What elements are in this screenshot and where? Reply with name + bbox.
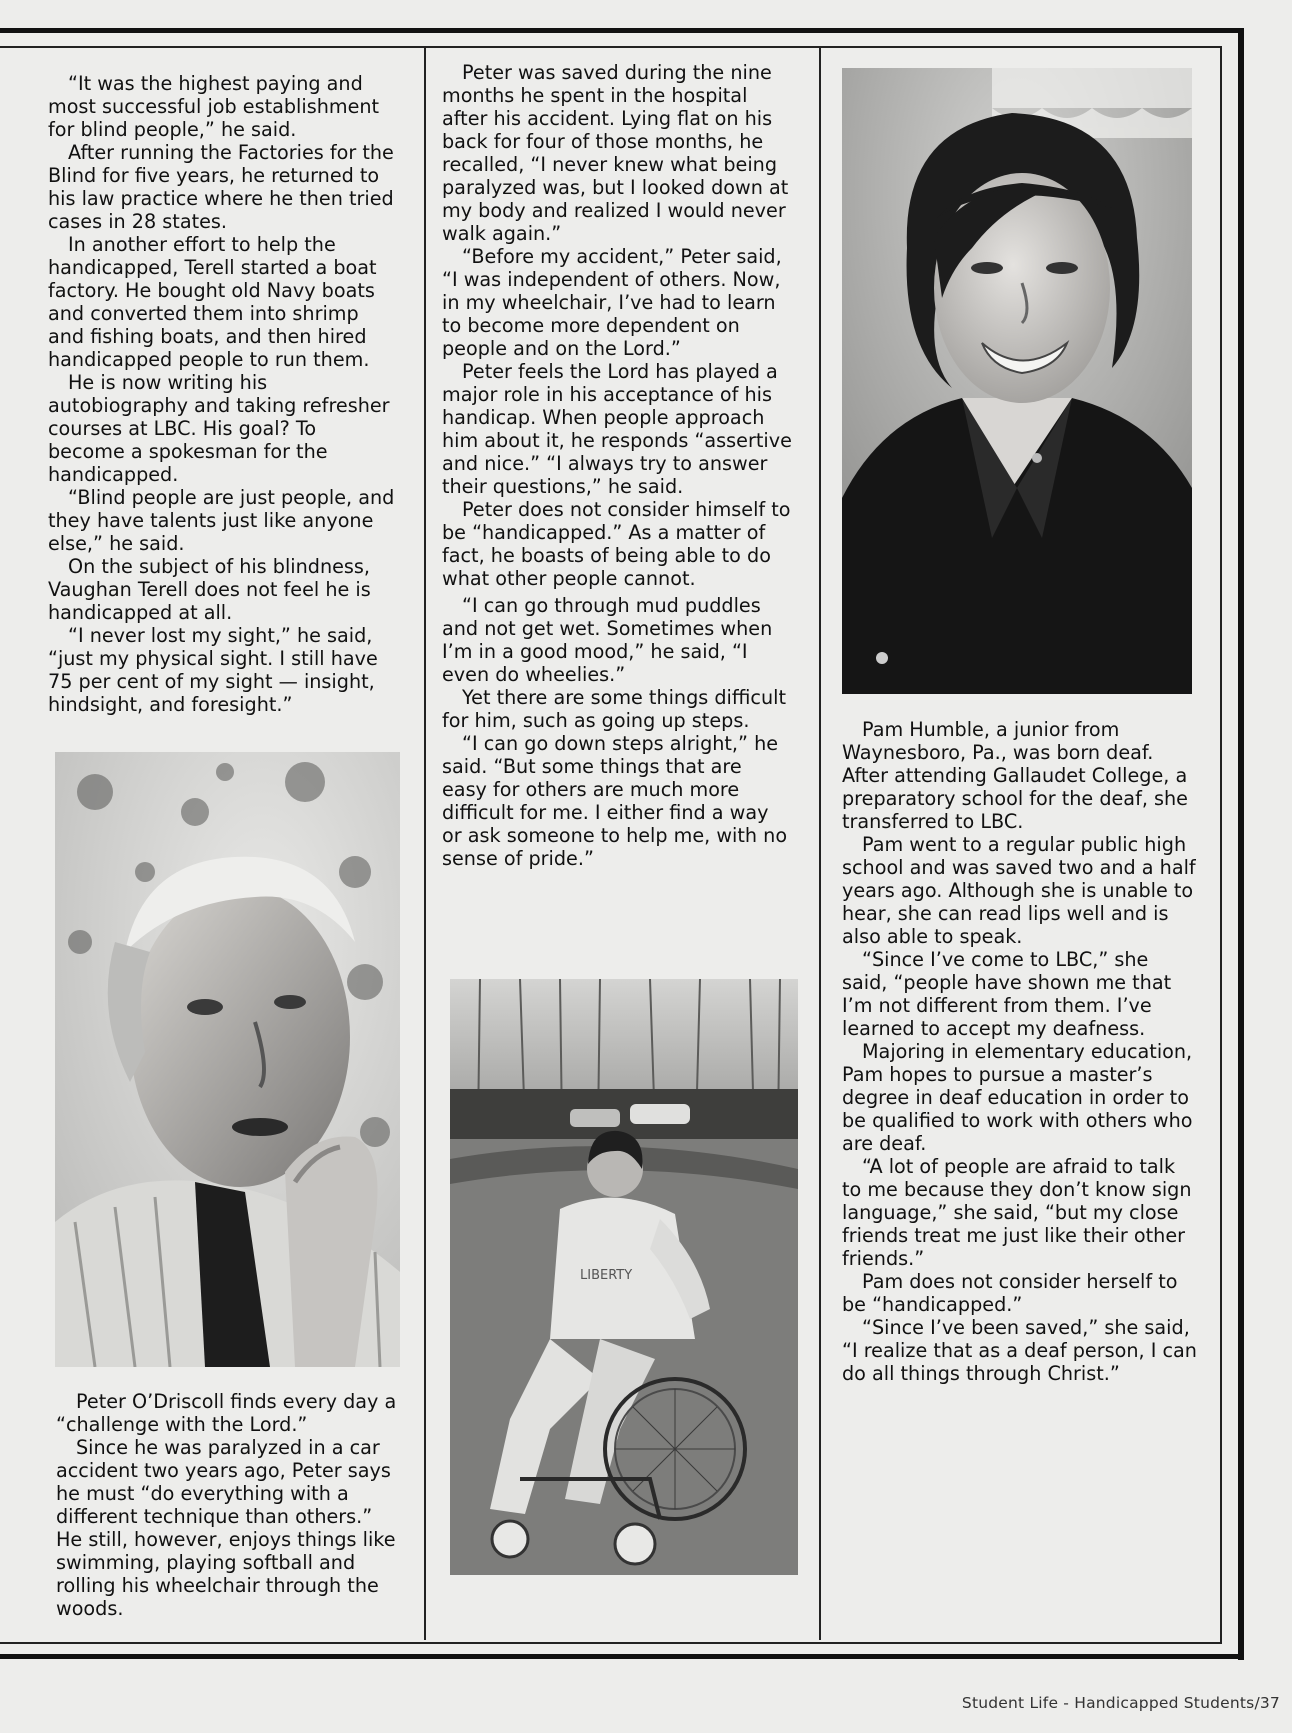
paragraph: Peter does not consider himself to be “handicapped.” As a matter of fact, he boasts of being able to do what other people cannot.: [442, 498, 791, 590]
paragraph: He is now writing his autobiography and taking refresher courses at LBC. His goal? To become a spokesman for the handicapped.: [48, 371, 390, 486]
top-rule: [0, 28, 1244, 33]
paragraph: Pam went to a regular public high school and was saved two and a half years ago. Although she is unable to hear, she can read lips well and is also able to speak.: [842, 833, 1196, 948]
column-3-text: [842, 718, 1197, 1385]
paragraph: Peter was saved during the nine months he spent in the hospital after his accident. Lying flat on his back for four of those months, he recalled, “I never knew what being paralyzed was, but I looked down at my body and realized I would never walk again.”: [442, 61, 789, 245]
wheelchair-image: [450, 979, 798, 1575]
paragraph: “I can go through mud puddles and not get wet. Sometimes when I’m in a good mood,” he said, “I even do wheelies.”: [442, 594, 773, 686]
shirt-text: LIBERTY: [580, 1268, 633, 1283]
portrait-woman-image: [842, 68, 1192, 694]
paragraph: “Since I’ve come to LBC,” she said, “people have shown me that I’m not different from them. I’ve learned to accept my deafness.: [842, 948, 1172, 1040]
photo-pam-humble: [842, 68, 1192, 694]
paragraph: Since he was paralyzed in a car accident two years ago, Peter says he must “do everything with a different technique than others.” He still, however, enjoys things like swimming, playing softball and rolling his wheelchair through the woods.: [56, 1436, 396, 1620]
column-divider-1: [424, 48, 426, 1640]
photo-peter-odriscoll: [55, 752, 400, 1367]
paragraph: After running the Factories for the Blind for five years, he returned to his law practice where he then tried cases in 28 states.: [48, 141, 394, 233]
paragraph: Peter feels the Lord has played a major role in his acceptance of his handicap. When people approach him about it, he responds “assertive and nice.” “I always try to answer their questions,” he said.: [442, 360, 792, 498]
paragraph: “I never lost my sight,” he said, “just my physical sight. I still have 75 per cent of my sight — insight, hindsight, and foresight.”: [48, 624, 378, 716]
photo-wheelchair: [450, 979, 798, 1575]
paragraph: Peter O’Driscoll finds every day a “challenge with the Lord.”: [56, 1390, 397, 1436]
portrait-man-image: [55, 752, 400, 1367]
paragraph: Pam Humble, a junior from Waynesboro, Pa., was born deaf. After attending Gallaudet College, a preparatory school for the deaf, she transferred to LBC.: [842, 718, 1188, 833]
paragraph: On the subject of his blindness, Vaughan Terell does not feel he is handicapped at all.: [48, 555, 371, 624]
paragraph: “Blind people are just people, and they have talents just like anyone else,” he said.: [48, 486, 395, 555]
column-divider-2: [819, 48, 821, 1640]
paragraph: “It was the highest paying and most successful job establishment for blind people,” he said.: [48, 72, 380, 141]
paragraph: “Since I’ve been saved,” she said, “I realize that as a deaf person, I can do all things through Christ.”: [842, 1316, 1197, 1385]
paragraph: “I can go down steps alright,” he said. “But some things that are easy for others are much more difficult for me. I either find a way or ask someone to help me, with no sense of pride.”: [442, 732, 788, 870]
right-rule: [1238, 28, 1244, 1660]
paragraph: “A lot of people are afraid to talk to me because they don’t know sign language,” she said, “but my close friends treat me just like their other friends.”: [842, 1155, 1192, 1270]
page-footer: Student Life - Handicapped Students/37: [961, 1694, 1280, 1712]
column-2-text: [442, 61, 792, 870]
caption-peter-odriscoll: [56, 1390, 401, 1620]
column-1-text: [48, 72, 398, 716]
paragraph: In another effort to help the handicapped, Terell started a boat factory. He bought old Navy boats and converted them into shrimp and fishing boats, and then hired handicapped people to run them.: [48, 233, 377, 371]
paragraph: “Before my accident,” Peter said, “I was independent of others. Now, in my wheelchair, I’ve had to learn to become more dependent on people and on the Lord.”: [442, 245, 782, 360]
paragraph: Yet there are some things difficult for him, such as going up steps.: [442, 686, 786, 732]
paragraph: Pam does not consider herself to be “handicapped.”: [842, 1270, 1178, 1316]
paragraph: Majoring in elementary education, Pam hopes to pursue a master’s degree in deaf education in order to be qualified to work with others who are deaf.: [842, 1040, 1193, 1155]
bottom-rule: [0, 1654, 1244, 1659]
